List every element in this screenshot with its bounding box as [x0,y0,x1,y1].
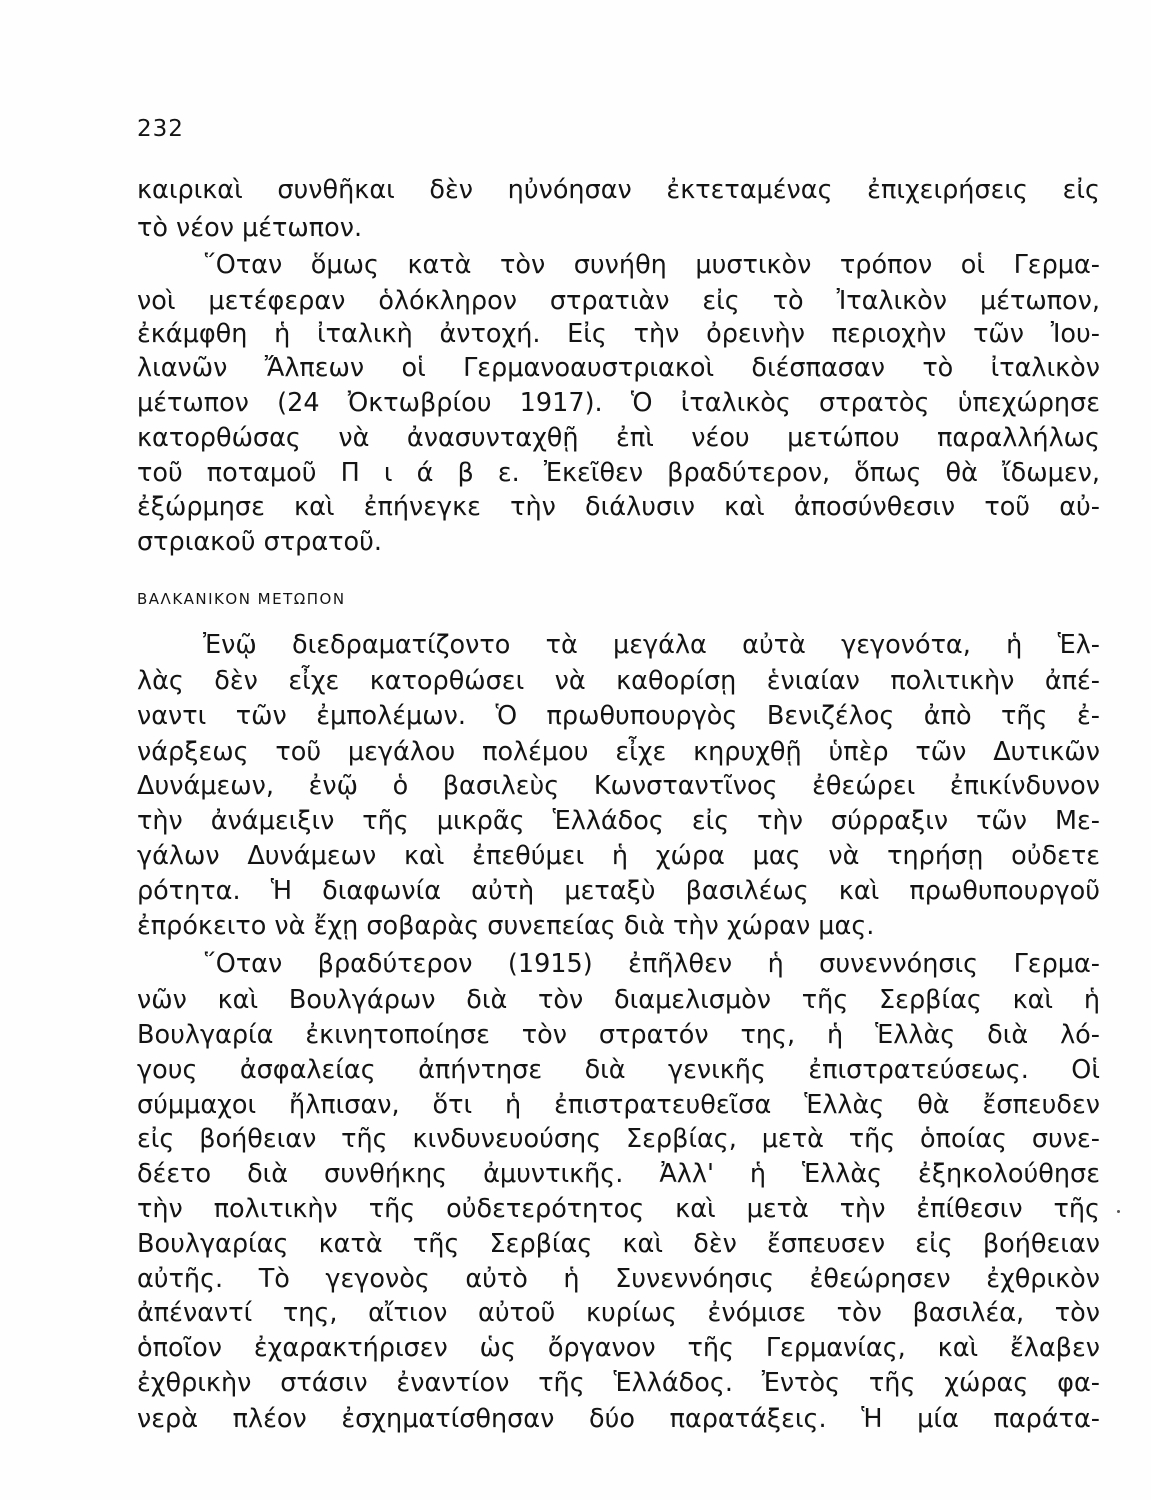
text-line: σύμμαχοι ἤλπισαν, ὅτι ἡ ἐπιστρατευθεῖσα Ἑλλὰς θὰ ἔσπευδεν [137,1090,1100,1120]
section-heading: ΒΑΛΚΑΝΙΚΟΝ ΜΕΤΩΠΟΝ [137,590,346,608]
text-line: ἐξώρμησε καὶ ἐπήνεγκε τὴν διάλυσιν καὶ ἀποσύνθεσιν τοῦ αὐ- [137,492,1100,522]
text-line: ἀπέναντί της, αἴτιον αὐτοῦ κυρίως ἐνόμισε τὸν βασιλέα, τὸν [137,1298,1100,1328]
text-line: τὴν πολιτικὴν τῆς οὐδετερότητος καὶ μετὰ τὴν ἐπίθεσιν τῆς [137,1194,1100,1224]
text-line: αὐτῆς. Τὸ γεγονὸς αὐτὸ ἡ Συνεννόησις ἐθεώρησεν ἐχθρικὸν [137,1264,1100,1294]
page-number: 232 [137,116,184,142]
text-line: Βουλγαρία ἐκινητοποίησε τὸν στρατόν της, ἡ Ἑλλὰς διὰ λό- [137,1020,1100,1050]
text-line: Δυνάμεων, ἐνῷ ὁ βασιλεὺς Κωνσταντῖνος ἐθεώρει ἐπικίνδυνον [137,771,1100,801]
text-line: λὰς δὲν εἶχε κατορθώσει νὰ καθορίσῃ ἑνιαίαν πολιτικὴν ἀπέ- [137,666,1100,696]
text-line: γους ἀσφαλείας ἀπήντησε διὰ γενικῆς ἐπιστρατεύσεως. Οἱ [137,1055,1100,1085]
text-line: κατορθώσας νὰ ἀνασυνταχθῇ ἐπὶ νέου μετώπου παραλλήλως [137,423,1100,453]
text-line: τὴν ἀνάμειξιν τῆς μικρᾶς Ἑλλάδος εἰς τὴν σύρραξιν τῶν Με- [137,806,1100,836]
text-line: λιανῶν Ἄλπεων οἱ Γερμανοαυστριακοὶ διέσπασαν τὸ ἰταλικὸν [137,353,1100,383]
text-line: γάλων Δυνάμεων καὶ ἐπεθύμει ἡ χώρα μας νὰ τηρήσῃ οὐδετε [137,841,1100,871]
text-line: δέετο διὰ συνθήκης ἀμυντικῆς. Ἀλλ' ἡ Ἑλλὰς ἐξηκολούθησε [137,1159,1100,1189]
text-line: νάρξεως τοῦ μεγάλου πολέμου εἶχε κηρυχθῇ ὑπὲρ τῶν Δυτικῶν [137,737,1100,767]
text-line: μέτωπον (24 Ὀκτωβρίου 1917). Ὁ ἰταλικὸς στρατὸς ὑπεχώρησε [137,388,1100,418]
text-line: νερὰ πλέον ἐσχηματίσθησαν δύο παρατάξεις. Ἡ μία παράτα- [137,1404,1100,1434]
text-line: νῶν καὶ Βουλγάρων διὰ τὸν διαμελισμὸν τῆς Σερβίας καὶ ἡ [137,985,1100,1015]
text-line: ῞Οταν ὅμως κατὰ τὸν συνήθη μυστικὸν τρόπον οἱ Γερμα- [203,250,1100,280]
text-line: ἐχθρικὴν στάσιν ἐναντίον τῆς Ἑλλάδος. Ἐντὸς τῆς χώρας φα- [137,1368,1100,1398]
text-line: νοὶ μετέφεραν ὁλόκληρον στρατιὰν εἰς τὸ Ἰταλικὸν μέτωπον, [137,286,1100,316]
text-line: Βουλγαρίας κατὰ τῆς Σερβίας καὶ δὲν ἔσπευσεν εἰς βοήθειαν [137,1229,1100,1259]
text-line: στριακοῦ στρατοῦ. [137,527,382,557]
text-line: τοῦ ποταμοῦ Π ι ά β ε. Ἐκεῖθεν βραδύτερον, ὅπως θὰ ἴδωμεν, [137,458,1100,488]
text-line: ρότητα. Ἡ διαφωνία αὐτὴ μεταξὺ βασιλέως καὶ πρωθυπουργοῦ [137,876,1100,906]
text-line: ῞Οταν βραδύτερον (1915) ἐπῆλθεν ἡ συνεννόησις Γερμα- [203,949,1100,979]
text-line: ἐκάμφθη ἡ ἰταλικὴ ἀντοχή. Εἰς τὴν ὀρεινὴν περιοχὴν τῶν Ἰου- [137,319,1100,349]
scan-speck [1117,1210,1120,1213]
text-line: ναντι τῶν ἐμπολέμων. Ὁ πρωθυπουργὸς Βενιζέλος ἀπὸ τῆς ἐ- [137,701,1100,731]
text-line: τὸ νέον μέτωπον. [137,213,363,243]
text-line: ἐπρόκειτο νὰ ἔχῃ σοβαρὰς συνεπείας διὰ τὴν χώραν μας. [137,911,875,941]
text-line: ὁποῖον ἐχαρακτήρισεν ὡς ὄργανον τῆς Γερμανίας, καὶ ἔλαβεν [137,1333,1100,1363]
text-line: εἰς βοήθειαν τῆς κινδυνευούσης Σερβίας, μετὰ τῆς ὁποίας συνε- [137,1124,1100,1154]
text-line: Ἐνῷ διεδραματίζοντο τὰ μεγάλα αὐτὰ γεγονότα, ἡ Ἑλ- [203,630,1100,660]
text-line: καιρικαὶ συνθῆκαι δὲν ηὐνόησαν ἐκτεταμένας ἐπιχειρήσεις εἰς [137,175,1100,205]
